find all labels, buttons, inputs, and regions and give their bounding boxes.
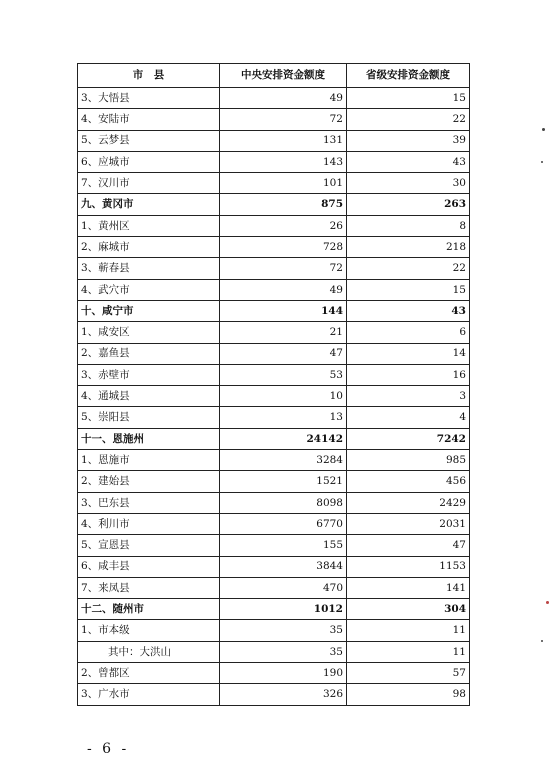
cell-central-amount: 13 <box>220 407 347 428</box>
cell-county-name: 2、嘉鱼县 <box>78 343 220 364</box>
cell-provincial-amount: 456 <box>347 471 470 492</box>
cell-county-name: 6、咸丰县 <box>78 556 220 577</box>
cell-provincial-amount: 304 <box>347 599 470 620</box>
cell-central-amount: 35 <box>220 641 347 662</box>
cell-central-amount: 728 <box>220 237 347 258</box>
cell-provincial-amount: 16 <box>347 364 470 385</box>
cell-county-name: 九、黄冈市 <box>78 194 220 215</box>
cell-central-amount: 3284 <box>220 450 347 471</box>
scan-speck <box>542 128 545 131</box>
cell-provincial-amount: 98 <box>347 684 470 705</box>
table-header-row <box>78 64 470 88</box>
table-row <box>78 237 470 258</box>
cell-provincial-amount: 11 <box>347 641 470 662</box>
cell-county-name: 4、通城县 <box>78 386 220 407</box>
cell-provincial-amount: 47 <box>347 535 470 556</box>
table-row <box>78 258 470 279</box>
cell-central-amount: 21 <box>220 322 347 343</box>
cell-provincial-amount: 218 <box>347 237 470 258</box>
cell-county-name: 1、市本级 <box>78 620 220 641</box>
table-row <box>78 88 470 109</box>
table-row <box>78 513 470 534</box>
cell-central-amount: 24142 <box>220 428 347 449</box>
cell-county-name: 十二、随州市 <box>78 599 220 620</box>
cell-central-amount: 26 <box>220 215 347 236</box>
cell-county-name: 2、建始县 <box>78 471 220 492</box>
header-county: 市 县 <box>78 64 220 88</box>
header-central-funds: 中央安排资金额度 <box>220 64 347 88</box>
table-row <box>78 407 470 428</box>
cell-central-amount: 875 <box>220 194 347 215</box>
table-row <box>78 450 470 471</box>
table-row <box>78 343 470 364</box>
table-row <box>78 215 470 236</box>
cell-county-name: 2、麻城市 <box>78 237 220 258</box>
cell-central-amount: 470 <box>220 577 347 598</box>
cell-county-name: 十一、恩施州 <box>78 428 220 449</box>
table-row <box>78 471 470 492</box>
cell-county-name: 2、曾都区 <box>78 663 220 684</box>
cell-provincial-amount: 30 <box>347 173 470 194</box>
cell-provincial-amount: 57 <box>347 663 470 684</box>
cell-central-amount: 35 <box>220 620 347 641</box>
cell-county-name: 3、赤壁市 <box>78 364 220 385</box>
cell-central-amount: 47 <box>220 343 347 364</box>
cell-county-name: 4、武穴市 <box>78 279 220 300</box>
table-row <box>78 663 470 684</box>
cell-central-amount: 144 <box>220 300 347 321</box>
cell-county-name: 7、汉川市 <box>78 173 220 194</box>
cell-county-name: 1、黄州区 <box>78 215 220 236</box>
table-row <box>78 173 470 194</box>
cell-county-name: 5、宣恩县 <box>78 535 220 556</box>
cell-provincial-amount: 4 <box>347 407 470 428</box>
cell-provincial-amount: 141 <box>347 577 470 598</box>
table-row <box>78 322 470 343</box>
table-row <box>78 279 470 300</box>
cell-central-amount: 72 <box>220 258 347 279</box>
cell-provincial-amount: 14 <box>347 343 470 364</box>
cell-provincial-amount: 15 <box>347 88 470 109</box>
cell-central-amount: 326 <box>220 684 347 705</box>
cell-county-name: 3、广水市 <box>78 684 220 705</box>
page-number: - 6 - <box>87 741 130 757</box>
table-row-subtotal <box>78 599 470 620</box>
cell-county-name: 3、大悟县 <box>78 88 220 109</box>
table-row <box>78 577 470 598</box>
table-row <box>78 109 470 130</box>
cell-provincial-amount: 1153 <box>347 556 470 577</box>
cell-county-name: 3、蕲春县 <box>78 258 220 279</box>
cell-county-name: 4、利川市 <box>78 513 220 534</box>
table-row <box>78 386 470 407</box>
cell-county-name: 3、巴东县 <box>78 492 220 513</box>
cell-provincial-amount: 7242 <box>347 428 470 449</box>
cell-provincial-amount: 985 <box>347 450 470 471</box>
cell-central-amount: 1521 <box>220 471 347 492</box>
table-row <box>78 556 470 577</box>
cell-provincial-amount: 22 <box>347 109 470 130</box>
cell-county-name: 4、安陆市 <box>78 109 220 130</box>
cell-central-amount: 155 <box>220 535 347 556</box>
cell-central-amount: 72 <box>220 109 347 130</box>
cell-county-name: 7、来凤县 <box>78 577 220 598</box>
table-row-subtotal <box>78 428 470 449</box>
scan-speck <box>541 161 543 163</box>
allocation-table <box>77 63 470 706</box>
cell-provincial-amount: 6 <box>347 322 470 343</box>
cell-central-amount: 10 <box>220 386 347 407</box>
scan-speck <box>541 640 543 642</box>
cell-provincial-amount: 3 <box>347 386 470 407</box>
cell-county-name: 1、咸安区 <box>78 322 220 343</box>
cell-provincial-amount: 15 <box>347 279 470 300</box>
cell-central-amount: 143 <box>220 151 347 172</box>
table-row-subtotal <box>78 194 470 215</box>
cell-central-amount: 53 <box>220 364 347 385</box>
cell-provincial-amount: 8 <box>347 215 470 236</box>
cell-provincial-amount: 11 <box>347 620 470 641</box>
scan-speck <box>546 601 549 604</box>
cell-central-amount: 3844 <box>220 556 347 577</box>
cell-central-amount: 8098 <box>220 492 347 513</box>
table-row <box>78 492 470 513</box>
cell-central-amount: 6770 <box>220 513 347 534</box>
cell-central-amount: 190 <box>220 663 347 684</box>
cell-provincial-amount: 39 <box>347 130 470 151</box>
cell-provincial-amount: 43 <box>347 151 470 172</box>
cell-county-name: 5、云梦县 <box>78 130 220 151</box>
table-row <box>78 151 470 172</box>
cell-provincial-amount: 22 <box>347 258 470 279</box>
cell-central-amount: 49 <box>220 88 347 109</box>
table-row <box>78 364 470 385</box>
cell-county-name: 其中：大洪山 <box>78 641 220 662</box>
cell-provincial-amount: 2031 <box>347 513 470 534</box>
table-row <box>78 684 470 705</box>
cell-county-name: 1、恩施市 <box>78 450 220 471</box>
cell-central-amount: 49 <box>220 279 347 300</box>
cell-provincial-amount: 43 <box>347 300 470 321</box>
cell-county-name: 5、崇阳县 <box>78 407 220 428</box>
cell-county-name: 十、咸宁市 <box>78 300 220 321</box>
table-row <box>78 535 470 556</box>
table-row-subtotal <box>78 300 470 321</box>
cell-central-amount: 101 <box>220 173 347 194</box>
cell-county-name: 6、应城市 <box>78 151 220 172</box>
table-row <box>78 641 470 662</box>
cell-central-amount: 1012 <box>220 599 347 620</box>
cell-provincial-amount: 263 <box>347 194 470 215</box>
table-row <box>78 620 470 641</box>
header-provincial-funds: 省级安排资金额度 <box>347 64 470 88</box>
table-row <box>78 130 470 151</box>
cell-provincial-amount: 2429 <box>347 492 470 513</box>
cell-central-amount: 131 <box>220 130 347 151</box>
